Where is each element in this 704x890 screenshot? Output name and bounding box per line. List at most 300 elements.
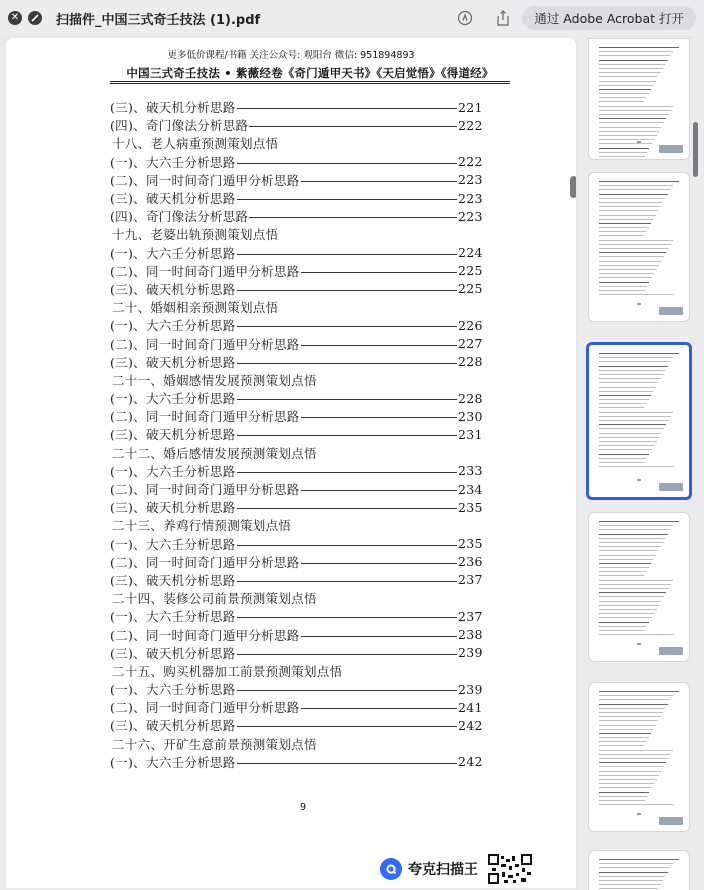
toc-section-heading [110,516,480,534]
toc-label: (三)、破天机分析思路 [110,572,236,588]
thumbnail-text-line [599,634,674,635]
thumbnail-text-line [599,691,679,692]
toc-page-number: 223 [458,172,483,188]
toc-label: (一)、大六壬分析思路 [110,609,236,625]
toc-page-number: 239 [458,645,483,661]
toc-label: (一)、大六壬分析思路 [110,754,236,770]
thumbnail-text-line [599,357,673,358]
thumbnail-text-line [599,888,658,889]
thumbnail-text-line [599,277,652,278]
thumbnail-text-line [599,596,664,597]
thumbnail-text-line [599,286,647,287]
thumbnail-text-line [599,580,673,581]
toc-leader-line [249,217,457,218]
page-thumbnail[interactable] [588,850,690,890]
toc-leader-line [301,345,457,346]
toc-entry [110,407,483,425]
thumbnail-text-line [599,575,644,576]
thumbnail-text-line [599,47,679,48]
toc-leader-line [301,272,457,273]
page-thumbnail[interactable] [586,342,692,500]
toc-section-heading [110,298,480,316]
thumbnail-text-line [599,382,658,383]
thumbnail-text-line [599,745,644,746]
toc-section-heading [110,371,480,389]
thumbnail-text-line [599,428,664,429]
toc-label: 二十一、婚姻感情发展预测策划点悟 [112,372,317,388]
toc-label: (一)、大六壬分析思路 [110,318,236,334]
toc-label: (三)、破天机分析思路 [110,281,236,297]
thumbnail-text-line [599,122,664,123]
toc-label: 二十三、养鸡行情预测策划点悟 [112,518,292,534]
toc-section-heading [110,134,480,152]
thumbnail-text-line [599,617,652,618]
thumbnail-sidebar[interactable] [578,38,704,890]
page-thumbnail[interactable] [588,38,690,160]
thumbnail-text-line [599,248,669,249]
thumbnail-text-line [599,185,673,186]
thumbnail-content [599,353,679,470]
toc-label: 二十四、装修公司前景预测策划点悟 [112,591,317,607]
share-icon[interactable] [494,9,512,27]
thumbnail-text-line [599,269,657,270]
thumbnail-text-line [599,779,657,780]
toc-label: (三)、破天机分析思路 [110,354,236,370]
page-thumbnail[interactable] [588,682,690,832]
toc-entry [110,171,483,189]
header-rule [110,83,510,84]
thumbnail-text-line [599,189,670,190]
toc-entry [110,389,483,407]
header-rule [110,81,510,82]
thumbnail-watermark [659,307,683,315]
thumbnail-text-line [599,750,673,751]
thumbnail-text-line [599,60,668,61]
thumbnail-text-line [599,353,679,354]
document-scrollbar[interactable] [570,176,576,198]
quark-scanner-logo-icon [380,858,402,880]
thumbnail-content [599,691,679,808]
toc-leader-line [237,363,457,364]
thumbnail-text-line [599,741,646,742]
thumbnail-text-line [599,592,666,593]
toc-entry [110,553,483,571]
toc-leader-line [237,399,457,400]
page-thumbnail[interactable] [588,172,690,322]
toc-leader-line [237,108,457,109]
thumbnail-text-line [599,294,674,295]
toc-entry [110,680,483,698]
thumbnail-text-line [599,804,674,805]
toc-page-number: 222 [458,117,483,133]
toc-page-number: 223 [458,208,483,224]
toc-leader-line [237,472,457,473]
toc-entry [110,753,483,771]
thumbnail-text-line [599,407,644,408]
thumbnail-text-line [599,454,649,455]
thumbnail-text-line [599,143,652,144]
thumbnail-text-line [599,771,661,772]
toc-leader-line [237,508,457,509]
toc-label: 二十二、婚后感情发展预测策划点悟 [112,445,317,461]
thumbnail-text-line [599,290,645,291]
toc-section-heading [110,444,480,462]
thumbnail-text-line [599,571,646,572]
thumbnail-page-mark [637,479,641,481]
thumbnail-text-line [599,101,644,102]
toc-entry [110,280,483,298]
thumbnail-text-line [599,273,654,274]
thumbnail-text-line [599,725,656,726]
toc-leader-line [237,617,457,618]
thumbnail-text-line [599,559,653,560]
thumbnail-text-line [599,538,665,539]
thumbnail-text-line [599,699,670,700]
thumbnail-text-line [599,546,661,547]
watermark [380,854,532,884]
thumbnail-text-line [599,441,657,442]
toc-entry [110,244,483,262]
toc-leader-line [237,326,457,327]
minimize-icon[interactable] [28,11,42,25]
toc-page-number: 226 [458,317,483,333]
open-in-acrobat-button[interactable]: 通过 Adobe Acrobat 打开 [522,6,696,30]
thumbnail-text-line [599,68,663,69]
document-title: 扫描件_中国三式奇壬技法 (1).pdf [56,12,261,28]
toc-leader-line [301,563,457,564]
thumbnail-text-line [599,181,679,182]
thumbnail-text-line [599,754,671,755]
thumbnail-text-line [599,391,653,392]
toc-leader-line [237,199,457,200]
toc-label: (二)、同一时间奇门遁甲分析思路 [110,263,300,279]
toc-entry [110,571,483,589]
thumbnail-text-line [599,227,649,228]
toc-page-number: 231 [458,426,483,442]
thumbnail-text-line [599,542,663,543]
toc-label: (二)、同一时间奇门遁甲分析思路 [110,172,300,188]
toc-page-number: 235 [458,536,483,552]
thumbnail-text-line [599,708,665,709]
toc-entry [110,153,483,171]
thumbnail-watermark [659,145,683,153]
toc-page-number: 227 [458,336,483,352]
toc-page-number: 234 [458,481,483,497]
thumbnail-content [599,181,679,298]
thumbnail-text-line [599,787,652,788]
thumbnail-text-line [599,872,668,873]
thumbnail-text-line [599,139,654,140]
toc-entry [110,98,483,116]
thumbnail-text-line [599,72,661,73]
page-thumbnail[interactable] [588,512,690,662]
thumbnail-text-line [599,737,649,738]
thumbnail-text-line [599,796,647,797]
toc-leader-line [237,163,457,164]
thumbnail-text-line [599,783,654,784]
toc-label: (二)、同一时间奇门遁甲分析思路 [110,554,300,570]
thumbnail-text-line [599,449,652,450]
thumbnail-scrollbar[interactable] [693,122,698,177]
toc-page-number: 239 [458,681,483,697]
thumbnail-text-line [599,399,649,400]
table-of-contents [110,98,483,771]
close-icon[interactable]: ✕ [8,11,22,25]
toc-entry [110,334,483,352]
toc-label: (二)、同一时间奇门遁甲分析思路 [110,627,300,643]
thumbnail-text-line [599,420,669,421]
thumbnail-text-line [599,51,673,52]
document-viewer[interactable] [6,38,576,888]
thumbnail-text-line [599,876,665,877]
toc-label: (三)、破天机分析思路 [110,718,236,734]
toc-label: (四)、奇门像法分析思路 [110,118,249,134]
toc-leader-line [237,290,457,291]
toc-label: (一)、大六壬分析思路 [110,463,236,479]
toc-label: 二十、婚姻相亲预测策划点悟 [112,300,279,316]
thumbnail-text-line [599,695,673,696]
toc-label: (一)、大六壬分析思路 [110,245,236,261]
toc-label: (三)、破天机分析思路 [110,427,236,443]
thumbnail-text-line [599,387,656,388]
thumbnail-text-line [599,626,647,627]
thumbnail-text-line [599,880,663,881]
toc-label: (一)、大六壬分析思路 [110,391,236,407]
toc-label: 十八、老人病重预测策划点悟 [112,136,279,152]
thumbnail-text-line [599,202,663,203]
window-titlebar [0,0,704,36]
thumbnail-text-line [599,800,645,801]
toc-entry [110,607,483,625]
thumbnail-text-line [599,152,647,153]
toc-page-number: 224 [458,245,483,261]
thumbnail-text-line [599,605,659,606]
thumbnail-text-line [599,534,668,535]
toc-section-heading [110,225,480,243]
thumbnail-text-line [599,601,661,602]
thumbnail-text-line [599,89,651,90]
thumbnail-text-line [599,374,663,375]
toc-label: (一)、大六壬分析思路 [110,682,236,698]
toc-leader-line [237,254,457,255]
toc-label: (三)、破天机分析思路 [110,191,236,207]
toc-page-number: 225 [458,263,483,279]
toc-leader-line [237,726,457,727]
thumbnail-page-mark [637,141,641,143]
toc-page-number: 221 [458,99,483,115]
thumbnail-text-line [599,766,664,767]
thumbnail-text-line [599,215,656,216]
toc-page-number: 228 [458,390,483,406]
toc-entry [110,535,483,553]
thumbnail-text-line [599,550,658,551]
thumbnail-text-line [599,148,649,149]
thumbnail-text-line [599,265,659,266]
toc-page-number: 242 [458,717,483,733]
toc-page-number: 238 [458,627,483,643]
thumbnail-watermark [659,817,683,825]
toc-section-heading [110,589,480,607]
toc-entry [110,716,483,734]
thumbnail-text-line [599,85,653,86]
thumbnail-text-line [599,630,645,631]
toc-label: (一)、大六壬分析思路 [110,536,236,552]
toc-leader-line [237,763,457,764]
thumbnail-text-line [599,403,646,404]
toc-page-number: 228 [458,354,483,370]
toc-label: (四)、奇门像法分析思路 [110,209,249,225]
thumbnail-text-line [599,282,649,283]
thumbnail-text-line [599,867,670,868]
thumbnail-text-line [599,156,645,157]
toc-section-heading [110,662,480,680]
thumbnail-watermark [659,647,683,655]
page-header: 中国三式奇壬技法 • 紫薇经卷《奇门遁甲天书》《天启觉悟》《得道经》 [126,66,494,80]
thumbnail-text-line [599,704,668,705]
thumbnail-text-line [599,521,679,522]
thumbnail-text-line [599,462,645,463]
toc-entry [110,316,483,334]
thumbnail-text-line [599,437,659,438]
thumbnail-text-line [599,859,679,860]
thumbnail-text-line [599,106,673,107]
thumbnail-text-line [599,775,659,776]
thumbnail-text-line [599,613,654,614]
qr-code-icon [488,854,532,884]
toc-leader-line [237,435,457,436]
thumbnail-text-line [599,114,669,115]
thumbnail-text-line [599,416,671,417]
thumbnail-text-line [599,884,661,885]
thumbnail-text-line [599,361,670,362]
toc-entry [110,644,483,662]
thumbnail-content [599,521,679,638]
toc-label: (二)、同一时间奇门遁甲分析思路 [110,482,300,498]
thumbnail-text-line [599,118,666,119]
thumbnail-text-line [599,240,673,241]
thumbnail-text-line [599,93,649,94]
thumbnail-text-line [599,792,649,793]
toc-leader-line [237,690,457,691]
thumbnail-text-line [599,424,666,425]
thumbnail-text-line [599,76,658,77]
toc-page-number: 222 [458,154,483,170]
toc-entry [110,262,483,280]
toc-leader-line [301,417,457,418]
thumbnail-text-line [599,758,669,759]
toc-label: (二)、同一时间奇门遁甲分析思路 [110,700,300,716]
thumbnail-text-line [599,235,644,236]
toc-entry [110,353,483,371]
thumbnail-text-line [599,223,651,224]
thumbnail-text-line [599,762,666,763]
toc-entry [110,698,483,716]
markup-icon[interactable] [456,9,474,27]
toc-entry [110,207,483,225]
toc-page-number: 235 [458,499,483,515]
thumbnail-text-line [599,261,661,262]
toc-label: (三)、破天机分析思路 [110,100,236,116]
toc-leader-line [237,545,457,546]
toc-page-number: 225 [458,281,483,297]
thumbnail-page-mark [637,303,641,305]
toc-label: (一)、大六壬分析思路 [110,154,236,170]
toc-entry [110,498,483,516]
thumbnail-text-line [599,584,671,585]
thumbnail-text-line [599,64,665,65]
toc-entry [110,425,483,443]
thumbnail-text-line [599,588,669,589]
thumbnail-text-line [599,55,670,56]
thumbnail-text-line [599,712,663,713]
toc-leader-line [301,181,457,182]
thumbnail-text-line [599,529,670,530]
toc-entry [110,480,483,498]
toc-leader-line [249,126,457,127]
thumbnail-text-line [599,525,673,526]
toc-page-number: 230 [458,408,483,424]
thumbnail-text-line [599,729,653,730]
toc-page-number: 242 [458,754,483,770]
toc-entry [110,462,483,480]
toc-label: (二)、同一时间奇门遁甲分析思路 [110,409,300,425]
watermark-text: 夸克扫描王 [408,862,478,878]
thumbnail-text-line [599,863,673,864]
toc-page-number: 236 [458,554,483,570]
thumbnail-text-line [599,198,665,199]
thumbnail-text-line [599,378,661,379]
toc-leader-line [237,581,457,582]
thumbnail-text-line [599,412,673,413]
thumbnail-text-line [599,110,671,111]
thumbnail-page-mark [637,643,641,645]
thumbnail-text-line [599,366,668,367]
toc-leader-line [301,708,457,709]
thumbnail-text-line [599,716,661,717]
thumbnail-text-line [599,563,651,564]
thumbnail-text-line [599,252,666,253]
page-number: 9 [300,802,307,813]
toc-leader-line [301,490,457,491]
thumbnail-content [599,47,679,160]
thumbnail-watermark [659,483,683,491]
toc-page-number: 237 [458,572,483,588]
thumbnail-text-line [599,720,658,721]
toc-page-number: 241 [458,699,483,715]
toc-label: 十九、老婆出轨预测策划点悟 [112,227,279,243]
thumbnail-text-line [599,206,661,207]
toc-page-number: 233 [458,463,483,479]
toc-entry [110,116,483,134]
toc-leader-line [301,636,457,637]
thumbnail-text-line [599,370,665,371]
toc-leader-line [237,654,457,655]
toc-label: (三)、破天机分析思路 [110,500,236,516]
thumbnail-text-line [599,194,668,195]
toc-page-number: 237 [458,608,483,624]
thumbnail-text-line [599,458,647,459]
thumbnail-content [599,859,679,890]
toc-page-number: 223 [458,190,483,206]
thumbnail-text-line [599,219,653,220]
toc-section-heading [110,735,480,753]
thumbnail-text-line [599,131,659,132]
thumbnail-text-line [599,567,649,568]
pdf-page [6,38,576,888]
toc-label: 二十五、购买机器加工前景预测策划点悟 [112,663,343,679]
thumbnail-text-line [599,256,664,257]
thumbnail-text-line [599,244,671,245]
